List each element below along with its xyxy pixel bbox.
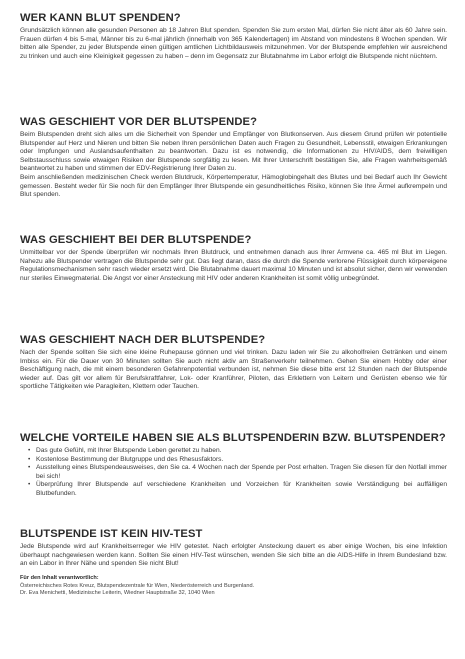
section-not-hiv-test — [20, 528, 447, 569]
section-after-donation — [20, 334, 447, 392]
section-who-can-donate — [20, 12, 447, 61]
section-heading: WAS GESCHIEHT NACH DER BLUTSPENDE? — [20, 334, 266, 346]
list-item: • Ausstellung eines Blutspendeausweises, den Sie ca. 4 Wochen nach der Spende per Post erhalten. Tragen Sie diesen für den Notfall immer bei sich! — [28, 464, 447, 481]
section-paragraph: Nach der Spende sollten Sie sich eine kleine Ruhepause gönnen und viel trinken. Dazu laden wir Sie zu alkoholfreien Getränken und einem Imbiss ein. Für die Dauer von 30 Minuten sollten Sie auch nicht aktiv am Straßenverkehr teilnehmen. Gehen Sie einem Hobby oder einer Beschäftigung nach, die mit einem besonderen Gefahrenpotential verbunden ist, nehmen Sie diese bitte erst 12 Stunden nach der Blutspende wieder auf. Das gilt vor allem für Berufskraftfahrer, Lok- oder Kranführer, Piloten, das Erklettern von Leitern und Gerüsten ebenso wie für sportliche Tätigkeiten wie Paragleiten, Klettern oder Tauchen. — [20, 349, 447, 391]
section-paragraph: Beim Blutspenden dreht sich alles um die Sicherheit von Spender und Empfänger von Blutkonserven. Aus diesem Grund prüfen wir potentielle Blutspender auf Herz und Nieren und bitten Sie neben Ihren persönlichen Daten auch Fragen zu Gesundheit, Lebensstil, etwaigen Erkrankungen oder Impfungen und Auslandsaufenthalten zu beantworten. Dazu ist es notwendig, die Informationen zu HIV/AIDS, dem freiwilligen Selbstausschluss sowie etwaigen Risiken der Blutspende sorgfältig zu lesen. Mit Ihrer Unterschrift bestätigen Sie, alle Fragen wahrheitsgemäß beantwortet zu haben und stimmen der EDV-Registrierung Ihrer Daten zu. — [20, 131, 447, 173]
section-paragraph: Jede Blutspende wird auf Krankheitserreger wie HIV getestet. Nach erfolgter Ansteckung dauert es aber einige Wochen, bis eine Infektion überhaupt nachgewiesen werden kann. Sollten Sie einen HIV-Test wünschen, wenden Sie sich bitte an die AIDS-Hilfe in Ihrem Bundesland bzw. an ein Labor in Ihrer Nähe und spenden Sie nicht Blut! — [20, 543, 447, 568]
section-before-donation — [20, 116, 447, 200]
benefits-list — [20, 447, 447, 499]
credits-block — [20, 575, 254, 598]
section-benefits — [20, 432, 447, 499]
list-item: • Kostenlose Bestimmung der Blutgruppe und des Rhesusfaktors. — [28, 456, 447, 465]
list-item: • Überprüfung Ihrer Blutspende auf verschiedene Krankheiten und Vorzeichen für Krankheiten sowie Verständigung bei auffälligen Blutbefunden. — [28, 481, 447, 498]
section-heading: WAS GESCHIEHT VOR DER BLUTSPENDE? — [20, 116, 258, 128]
section-paragraph: Unmittelbar vor der Spende überprüfen wir nochmals Ihren Blutdruck, und entnehmen danach aus Ihrer Armvene ca. 465 ml Blut im Liegen. Nahezu alle Blutspender vertragen die Blutspende sehr gut. Das liegt daran, dass die durch die Spende verlorene Flüssigkeit durch körpereigene Regulationsmechanismen sehr rasch wieder ersetzt wird. Die Blutabnahme dauert maximal 10 Minuten und ist absolut sicher, denn wir verwenden nur steriles Einwegmaterial. Die Angst vor einer Ansteckung mit HIV oder anderen Krankheiten ist somit völlig unbegründet. — [20, 249, 447, 282]
list-item: • Das gute Gefühl, mit Ihrer Blutspende Leben gerettet zu haben. — [28, 447, 447, 456]
section-heading: WELCHE VORTEILE HABEN SIE ALS BLUTSPENDERIN BZW. BLUTSPENDER? — [20, 432, 446, 444]
section-paragraph: Beim anschließenden medizinischen Check werden Blutdruck, Körpertemperatur, Hämoglobingehalt des Blutes und bei Bedarf auch Ihr Gewicht gemessen. Besteht weder für Sie noch für den Empfänger Ihrer Blutspende ein gesundheitliches Risiko, können Sie Ihre Ärmel aufkrempeln und Blut spenden. — [20, 173, 447, 199]
section-heading: BLUTSPENDE IST KEIN HIV-TEST — [20, 528, 203, 540]
credits-heading: Für den Inhalt verantwortlich: — [20, 575, 99, 581]
section-heading: WAS GESCHIEHT BEI DER BLUTSPENDE? — [20, 234, 252, 246]
credits-line: Österreichisches Rotes Kreuz, Blutspendezentrale für Wien, Niederösterreich und Burgenland. — [20, 582, 255, 589]
section-heading: WER KANN BLUT SPENDEN? — [20, 12, 181, 24]
section-paragraph: Grundsätzlich können alle gesunden Personen ab 18 Jahren Blut spenden. Spenden Sie zum ersten Mal, dürfen Sie nicht älter als 60 Jahre sein. Frauen dürfen 4 bis 5-mal, Männer bis zu 6-mal jährlich (innerhalb von 365 Kalendertagen) im Abstand von mindestens 8 Wochen spenden. Wir bitten alle Spender, zu jeder Blutspende einen gültigen amtlichen Lichtbildausweis mitzunehmen. Vor der Blutspende empfehlen wir ausreichend zu trinken und auch eine Kleinigkeit gegessen zu haben – denn im Gegensatz zur Blutabnahme im Labor erfolgt die Blutspende nicht nüchtern. — [20, 27, 447, 60]
credits-line: Dr. Eva Menichetti, Medizinische Leiterin, Wiedner Hauptstraße 32, 1040 Wien — [20, 590, 215, 597]
section-during-donation — [20, 234, 447, 283]
